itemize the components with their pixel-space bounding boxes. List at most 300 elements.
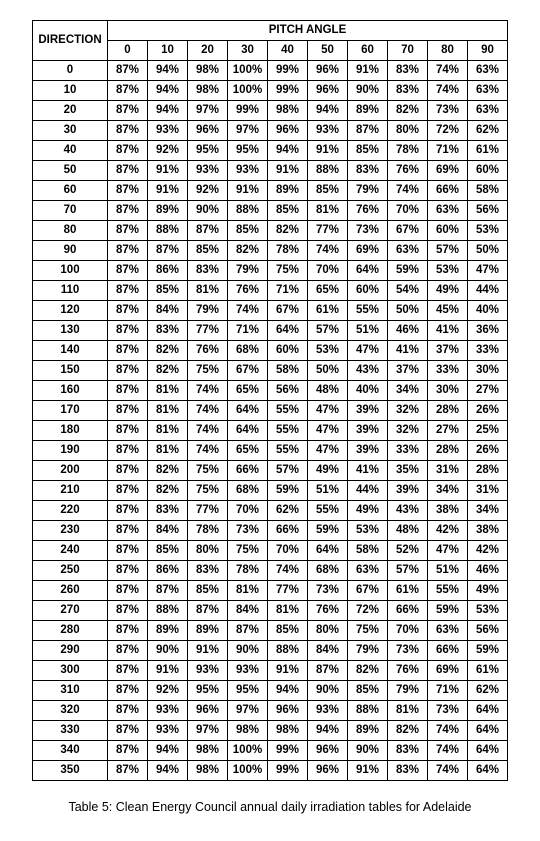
value-cell: 71% xyxy=(428,681,468,701)
value-cell: 76% xyxy=(348,201,388,221)
value-cell: 98% xyxy=(188,761,228,781)
value-cell: 74% xyxy=(428,81,468,101)
table-row xyxy=(33,721,508,741)
table-row xyxy=(33,161,508,181)
value-cell: 82% xyxy=(348,661,388,681)
table-row xyxy=(33,61,508,81)
value-cell: 78% xyxy=(268,241,308,261)
value-cell: 98% xyxy=(268,721,308,741)
value-cell: 82% xyxy=(228,241,268,261)
value-cell: 55% xyxy=(308,501,348,521)
table-row xyxy=(33,481,508,501)
value-cell: 59% xyxy=(388,261,428,281)
value-cell: 38% xyxy=(428,501,468,521)
value-cell: 68% xyxy=(228,481,268,501)
direction-cell: 340 xyxy=(33,741,108,761)
value-cell: 72% xyxy=(348,601,388,621)
value-cell: 93% xyxy=(308,121,348,141)
value-cell: 30% xyxy=(428,381,468,401)
value-cell: 55% xyxy=(268,421,308,441)
value-cell: 47% xyxy=(428,541,468,561)
value-cell: 85% xyxy=(148,281,188,301)
value-cell: 87% xyxy=(108,341,148,361)
value-cell: 93% xyxy=(188,161,228,181)
value-cell: 87% xyxy=(108,181,148,201)
table-row xyxy=(33,201,508,221)
value-cell: 58% xyxy=(468,181,508,201)
table-row xyxy=(33,361,508,381)
value-cell: 68% xyxy=(308,561,348,581)
value-cell: 91% xyxy=(148,181,188,201)
value-cell: 62% xyxy=(268,501,308,521)
value-cell: 93% xyxy=(148,701,188,721)
value-cell: 87% xyxy=(108,121,148,141)
value-cell: 48% xyxy=(308,381,348,401)
value-cell: 67% xyxy=(348,581,388,601)
value-cell: 97% xyxy=(188,101,228,121)
value-cell: 79% xyxy=(348,181,388,201)
value-cell: 26% xyxy=(468,441,508,461)
direction-cell: 0 xyxy=(33,61,108,81)
value-cell: 93% xyxy=(308,701,348,721)
value-cell: 74% xyxy=(188,381,228,401)
value-cell: 95% xyxy=(228,141,268,161)
table-row xyxy=(33,401,508,421)
value-cell: 93% xyxy=(228,661,268,681)
value-cell: 70% xyxy=(268,541,308,561)
value-cell: 79% xyxy=(188,301,228,321)
table-row xyxy=(33,441,508,461)
value-cell: 76% xyxy=(388,161,428,181)
value-cell: 63% xyxy=(468,101,508,121)
value-cell: 47% xyxy=(348,341,388,361)
direction-cell: 110 xyxy=(33,281,108,301)
pitch-angle-cell: 20 xyxy=(188,41,228,61)
value-cell: 64% xyxy=(268,321,308,341)
value-cell: 87% xyxy=(108,421,148,441)
value-cell: 47% xyxy=(308,441,348,461)
value-cell: 99% xyxy=(268,61,308,81)
value-cell: 83% xyxy=(148,501,188,521)
value-cell: 65% xyxy=(228,441,268,461)
value-cell: 66% xyxy=(388,601,428,621)
value-cell: 47% xyxy=(308,421,348,441)
value-cell: 76% xyxy=(388,661,428,681)
value-cell: 55% xyxy=(268,441,308,461)
value-cell: 27% xyxy=(468,381,508,401)
value-cell: 87% xyxy=(108,521,148,541)
value-cell: 77% xyxy=(268,581,308,601)
table-row xyxy=(33,521,508,541)
value-cell: 59% xyxy=(308,521,348,541)
value-cell: 85% xyxy=(348,681,388,701)
value-cell: 94% xyxy=(148,81,188,101)
pitch-angle-cell: 10 xyxy=(148,41,188,61)
value-cell: 57% xyxy=(268,461,308,481)
value-cell: 81% xyxy=(188,281,228,301)
value-cell: 53% xyxy=(348,521,388,541)
value-cell: 74% xyxy=(228,301,268,321)
value-cell: 31% xyxy=(468,481,508,501)
value-cell: 43% xyxy=(388,501,428,521)
value-cell: 42% xyxy=(428,521,468,541)
value-cell: 86% xyxy=(148,261,188,281)
value-cell: 87% xyxy=(108,401,148,421)
value-cell: 87% xyxy=(108,201,148,221)
value-cell: 34% xyxy=(388,381,428,401)
direction-cell: 10 xyxy=(33,81,108,101)
direction-cell: 170 xyxy=(33,401,108,421)
value-cell: 81% xyxy=(148,441,188,461)
value-cell: 31% xyxy=(428,461,468,481)
value-cell: 76% xyxy=(188,341,228,361)
value-cell: 83% xyxy=(188,561,228,581)
value-cell: 45% xyxy=(428,301,468,321)
value-cell: 98% xyxy=(188,741,228,761)
value-cell: 74% xyxy=(188,401,228,421)
pitch-angle-cell: 40 xyxy=(268,41,308,61)
value-cell: 27% xyxy=(428,421,468,441)
value-cell: 50% xyxy=(308,361,348,381)
value-cell: 89% xyxy=(348,721,388,741)
value-cell: 87% xyxy=(108,81,148,101)
value-cell: 90% xyxy=(308,681,348,701)
value-cell: 87% xyxy=(108,481,148,501)
direction-cell: 280 xyxy=(33,621,108,641)
value-cell: 87% xyxy=(108,361,148,381)
value-cell: 83% xyxy=(188,261,228,281)
value-cell: 67% xyxy=(228,361,268,381)
direction-cell: 150 xyxy=(33,361,108,381)
value-cell: 50% xyxy=(388,301,428,321)
value-cell: 87% xyxy=(108,661,148,681)
direction-cell: 20 xyxy=(33,101,108,121)
value-cell: 63% xyxy=(428,621,468,641)
value-cell: 60% xyxy=(348,281,388,301)
value-cell: 71% xyxy=(228,321,268,341)
value-cell: 91% xyxy=(188,641,228,661)
value-cell: 88% xyxy=(148,221,188,241)
value-cell: 88% xyxy=(348,701,388,721)
value-cell: 40% xyxy=(348,381,388,401)
value-cell: 56% xyxy=(268,381,308,401)
value-cell: 78% xyxy=(228,561,268,581)
value-cell: 65% xyxy=(308,281,348,301)
value-cell: 81% xyxy=(148,401,188,421)
direction-cell: 310 xyxy=(33,681,108,701)
table-row xyxy=(33,681,508,701)
value-cell: 87% xyxy=(348,121,388,141)
direction-cell: 220 xyxy=(33,501,108,521)
value-cell: 94% xyxy=(268,681,308,701)
value-cell: 99% xyxy=(268,761,308,781)
value-cell: 40% xyxy=(468,301,508,321)
value-cell: 74% xyxy=(428,741,468,761)
value-cell: 87% xyxy=(108,101,148,121)
value-cell: 55% xyxy=(428,581,468,601)
table-row xyxy=(33,741,508,761)
value-cell: 87% xyxy=(108,741,148,761)
table-row xyxy=(33,641,508,661)
value-cell: 98% xyxy=(228,721,268,741)
value-cell: 60% xyxy=(468,161,508,181)
value-cell: 87% xyxy=(108,641,148,661)
value-cell: 73% xyxy=(388,641,428,661)
value-cell: 97% xyxy=(228,121,268,141)
value-cell: 60% xyxy=(428,221,468,241)
value-cell: 69% xyxy=(428,161,468,181)
value-cell: 94% xyxy=(308,101,348,121)
value-cell: 74% xyxy=(188,421,228,441)
direction-cell: 240 xyxy=(33,541,108,561)
value-cell: 74% xyxy=(308,241,348,261)
value-cell: 96% xyxy=(268,121,308,141)
value-cell: 34% xyxy=(428,481,468,501)
value-cell: 91% xyxy=(348,761,388,781)
value-cell: 97% xyxy=(228,701,268,721)
value-cell: 42% xyxy=(468,541,508,561)
value-cell: 64% xyxy=(468,701,508,721)
value-cell: 49% xyxy=(468,581,508,601)
value-cell: 86% xyxy=(148,561,188,581)
value-cell: 92% xyxy=(188,181,228,201)
value-cell: 94% xyxy=(148,61,188,81)
value-cell: 81% xyxy=(148,381,188,401)
value-cell: 83% xyxy=(388,81,428,101)
direction-cell: 330 xyxy=(33,721,108,741)
value-cell: 49% xyxy=(348,501,388,521)
value-cell: 96% xyxy=(308,761,348,781)
direction-cell: 130 xyxy=(33,321,108,341)
direction-cell: 210 xyxy=(33,481,108,501)
table-row xyxy=(33,181,508,201)
direction-cell: 320 xyxy=(33,701,108,721)
value-cell: 93% xyxy=(148,721,188,741)
value-cell: 94% xyxy=(268,141,308,161)
value-cell: 51% xyxy=(428,561,468,581)
value-cell: 58% xyxy=(268,361,308,381)
value-cell: 75% xyxy=(188,361,228,381)
direction-cell: 160 xyxy=(33,381,108,401)
value-cell: 94% xyxy=(148,761,188,781)
value-cell: 81% xyxy=(308,201,348,221)
value-cell: 98% xyxy=(188,81,228,101)
direction-cell: 180 xyxy=(33,421,108,441)
value-cell: 88% xyxy=(268,641,308,661)
table-row xyxy=(33,601,508,621)
value-cell: 87% xyxy=(108,381,148,401)
value-cell: 89% xyxy=(148,621,188,641)
value-cell: 70% xyxy=(388,201,428,221)
value-cell: 65% xyxy=(228,381,268,401)
value-cell: 59% xyxy=(268,481,308,501)
value-cell: 84% xyxy=(148,301,188,321)
irradiation-table xyxy=(32,20,508,781)
value-cell: 87% xyxy=(108,721,148,741)
value-cell: 73% xyxy=(228,521,268,541)
value-cell: 79% xyxy=(348,641,388,661)
value-cell: 63% xyxy=(388,241,428,261)
table-row xyxy=(33,501,508,521)
table-row xyxy=(33,761,508,781)
value-cell: 82% xyxy=(148,341,188,361)
value-cell: 41% xyxy=(348,461,388,481)
value-cell: 85% xyxy=(188,581,228,601)
value-cell: 75% xyxy=(268,261,308,281)
value-cell: 70% xyxy=(228,501,268,521)
value-cell: 77% xyxy=(188,321,228,341)
direction-cell: 260 xyxy=(33,581,108,601)
value-cell: 50% xyxy=(468,241,508,261)
value-cell: 63% xyxy=(428,201,468,221)
value-cell: 90% xyxy=(188,201,228,221)
value-cell: 37% xyxy=(388,361,428,381)
pitch-angle-cell: 0 xyxy=(108,41,148,61)
value-cell: 87% xyxy=(108,321,148,341)
value-cell: 53% xyxy=(308,341,348,361)
direction-cell: 90 xyxy=(33,241,108,261)
value-cell: 87% xyxy=(188,601,228,621)
value-cell: 87% xyxy=(108,501,148,521)
value-cell: 69% xyxy=(348,241,388,261)
value-cell: 32% xyxy=(388,421,428,441)
value-cell: 87% xyxy=(108,221,148,241)
value-cell: 96% xyxy=(188,701,228,721)
value-cell: 92% xyxy=(148,141,188,161)
value-cell: 93% xyxy=(188,661,228,681)
value-cell: 64% xyxy=(468,761,508,781)
value-cell: 74% xyxy=(428,61,468,81)
value-cell: 66% xyxy=(268,521,308,541)
value-cell: 87% xyxy=(108,681,148,701)
value-cell: 95% xyxy=(188,681,228,701)
value-cell: 87% xyxy=(108,621,148,641)
value-cell: 73% xyxy=(428,701,468,721)
value-cell: 85% xyxy=(268,621,308,641)
value-cell: 47% xyxy=(468,261,508,281)
value-cell: 49% xyxy=(308,461,348,481)
value-cell: 26% xyxy=(468,401,508,421)
table-row xyxy=(33,221,508,241)
value-cell: 85% xyxy=(348,141,388,161)
value-cell: 95% xyxy=(188,141,228,161)
table-row xyxy=(33,241,508,261)
value-cell: 25% xyxy=(468,421,508,441)
value-cell: 73% xyxy=(308,581,348,601)
value-cell: 91% xyxy=(268,161,308,181)
value-cell: 34% xyxy=(468,501,508,521)
value-cell: 62% xyxy=(468,681,508,701)
value-cell: 91% xyxy=(268,661,308,681)
direction-cell: 350 xyxy=(33,761,108,781)
direction-cell: 70 xyxy=(33,201,108,221)
table-row xyxy=(33,281,508,301)
value-cell: 69% xyxy=(428,661,468,681)
table-row xyxy=(33,581,508,601)
value-cell: 36% xyxy=(468,321,508,341)
value-cell: 67% xyxy=(268,301,308,321)
value-cell: 94% xyxy=(148,101,188,121)
value-cell: 73% xyxy=(428,101,468,121)
value-cell: 83% xyxy=(388,741,428,761)
value-cell: 84% xyxy=(148,521,188,541)
value-cell: 73% xyxy=(348,221,388,241)
value-cell: 39% xyxy=(348,421,388,441)
value-cell: 68% xyxy=(228,341,268,361)
table-row xyxy=(33,301,508,321)
value-cell: 74% xyxy=(268,561,308,581)
table-body xyxy=(33,61,508,781)
value-cell: 53% xyxy=(428,261,468,281)
direction-cell: 80 xyxy=(33,221,108,241)
value-cell: 44% xyxy=(468,281,508,301)
direction-cell: 140 xyxy=(33,341,108,361)
table-row xyxy=(33,461,508,481)
value-cell: 51% xyxy=(308,481,348,501)
value-cell: 85% xyxy=(308,181,348,201)
value-cell: 91% xyxy=(348,61,388,81)
value-cell: 72% xyxy=(428,121,468,141)
value-cell: 74% xyxy=(428,721,468,741)
value-cell: 55% xyxy=(268,401,308,421)
value-cell: 79% xyxy=(388,681,428,701)
value-cell: 87% xyxy=(108,161,148,181)
value-cell: 38% xyxy=(468,521,508,541)
value-cell: 98% xyxy=(268,101,308,121)
value-cell: 87% xyxy=(108,261,148,281)
value-cell: 89% xyxy=(188,621,228,641)
value-cell: 56% xyxy=(468,201,508,221)
pitch-angle-cell: 70 xyxy=(388,41,428,61)
value-cell: 64% xyxy=(468,741,508,761)
table-row xyxy=(33,701,508,721)
value-cell: 93% xyxy=(228,161,268,181)
value-cell: 51% xyxy=(348,321,388,341)
value-cell: 66% xyxy=(428,181,468,201)
value-cell: 58% xyxy=(348,541,388,561)
table-row xyxy=(33,421,508,441)
value-cell: 64% xyxy=(348,261,388,281)
value-cell: 98% xyxy=(188,61,228,81)
value-cell: 94% xyxy=(148,741,188,761)
value-cell: 59% xyxy=(468,641,508,661)
value-cell: 100% xyxy=(228,61,268,81)
value-cell: 85% xyxy=(188,241,228,261)
value-cell: 78% xyxy=(188,521,228,541)
value-cell: 77% xyxy=(308,221,348,241)
value-cell: 87% xyxy=(148,241,188,261)
value-cell: 37% xyxy=(428,341,468,361)
value-cell: 81% xyxy=(388,701,428,721)
value-cell: 96% xyxy=(268,701,308,721)
value-cell: 32% xyxy=(388,401,428,421)
value-cell: 39% xyxy=(348,441,388,461)
value-cell: 71% xyxy=(268,281,308,301)
value-cell: 44% xyxy=(348,481,388,501)
value-cell: 80% xyxy=(388,121,428,141)
table-row xyxy=(33,541,508,561)
value-cell: 47% xyxy=(308,401,348,421)
value-cell: 96% xyxy=(308,61,348,81)
value-cell: 39% xyxy=(388,481,428,501)
direction-cell: 50 xyxy=(33,161,108,181)
table-row xyxy=(33,261,508,281)
value-cell: 100% xyxy=(228,761,268,781)
value-cell: 95% xyxy=(228,681,268,701)
table-row xyxy=(33,81,508,101)
direction-cell: 290 xyxy=(33,641,108,661)
value-cell: 83% xyxy=(348,161,388,181)
